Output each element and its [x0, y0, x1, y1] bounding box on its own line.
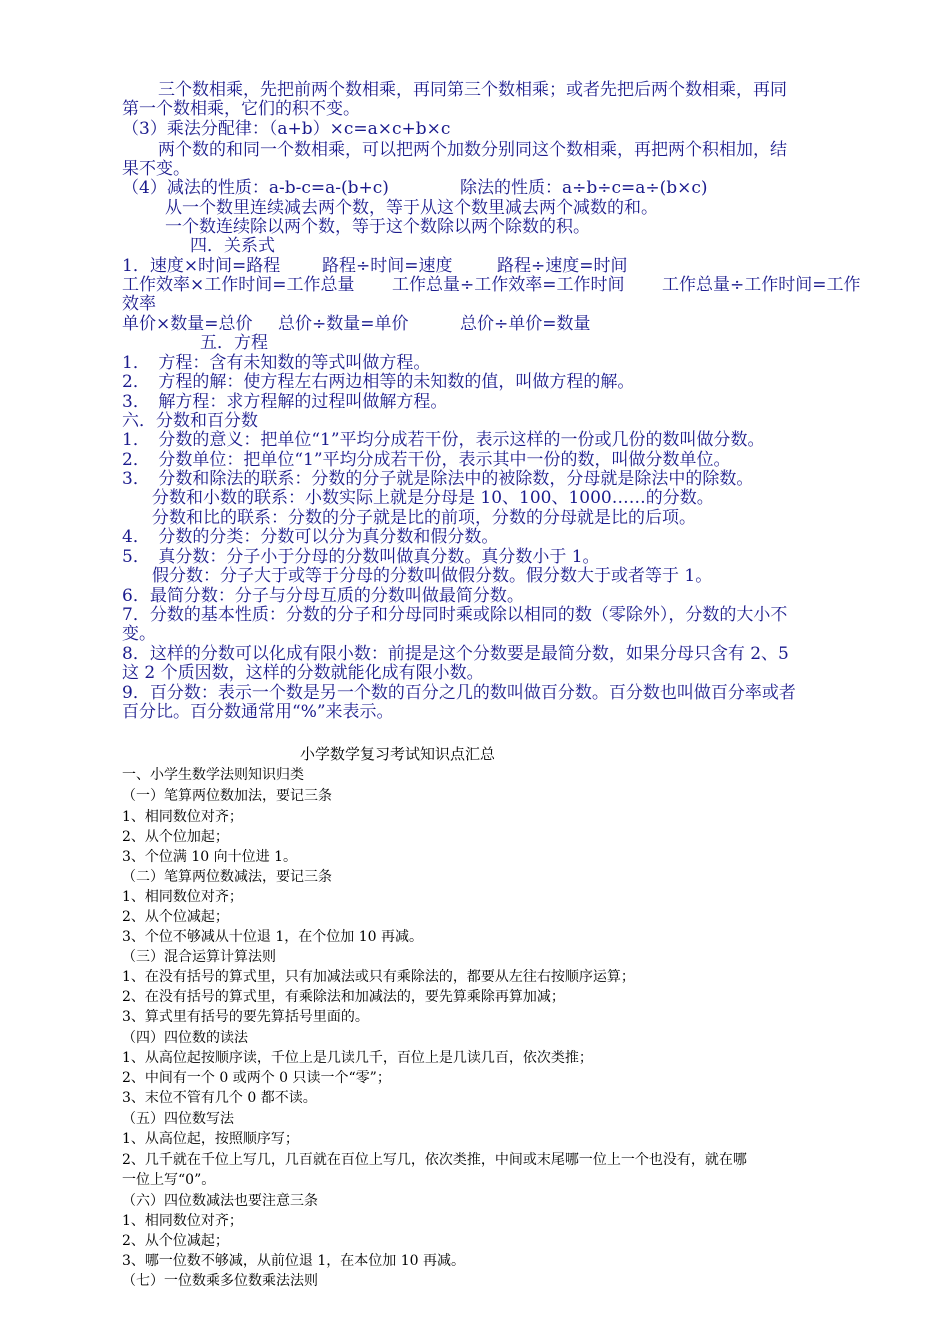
text-line: 从一个数里连续减去两个数，等于从这个数里减去两个减数的和。 — [165, 198, 658, 218]
text-line: 1． 方程：含有未知数的等式叫做方程。 — [122, 353, 431, 373]
text-line: 5． 真分数：分子小于分母的分数叫做真分数。真分数小于 1。 — [122, 547, 600, 567]
text-line: 两个数的和同一个数相乘，可以把两个加数分别同这个数相乘，再把两个积相加，结 — [158, 140, 787, 160]
text-line: 7．分数的基本性质：分数的分子和分母同时乘或除以相同的数（零除外），分数的大小不 — [122, 605, 788, 625]
section-heading: 六．分数和百分数 — [122, 411, 258, 431]
list-item: 1、相同数位对齐； — [122, 809, 243, 825]
text-line: 变。 — [122, 624, 156, 644]
text-line: 这 2 个质因数，这样的分数就能化成有限小数。 — [122, 663, 484, 683]
section-heading: 一、小学生数学法则知识归类 — [122, 767, 304, 783]
list-item: 2、在没有括号的算式里，有乘除法和加减法的，要先算乘除再算加减； — [122, 989, 565, 1005]
text-line: 路程÷时间=速度 — [322, 256, 453, 276]
text-line: 1． 分数的意义：把单位“1”平均分成若干份，表示这样的一份或几份的数叫做分数。 — [122, 430, 765, 450]
list-item: 1、从高位起，按照顺序写； — [122, 1131, 299, 1147]
text-line: 9．百分数：表示一个数是另一个数的百分之几的数叫做百分数。百分数也叫做百分率或者 — [122, 683, 796, 703]
text-line: 单价×数量=总价 — [122, 314, 253, 334]
text-line: 一个数连续除以两个数，等于这个数除以两个除数的积。 — [165, 217, 590, 237]
text-line: 6．最简分数：分子与分母互质的分数叫做最简分数。 — [122, 586, 524, 606]
text-line: 8．这样的分数可以化成有限小数：前提是这个分数要是最简分数，如果分母只含有 2、5 — [122, 644, 789, 664]
list-item: 3、个位不够减从十位退 1，在个位加 10 再减。 — [122, 929, 423, 945]
text-line: 总价÷数量=单价 — [278, 314, 409, 334]
text-line: 2． 分数单位：把单位“1”平均分成若干份，表示其中一份的数，叫做分数单位。 — [122, 450, 731, 470]
list-item: 3、个位满 10 向十位进 1。 — [122, 849, 297, 865]
text-line: 工作效率×工作时间=工作总量 — [122, 275, 355, 295]
text-line: 果不变。 — [122, 159, 190, 179]
list-item: 1、相同数位对齐； — [122, 889, 243, 905]
subsection-heading: （六）四位数减法也要注意三条 — [122, 1193, 318, 1209]
text-line: 2． 方程的解：使方程左右两边相等的未知数的值，叫做方程的解。 — [122, 372, 635, 392]
section-heading: 五．方程 — [200, 333, 268, 353]
subsection-heading: （四）四位数的读法 — [122, 1030, 248, 1046]
text-line: 第一个数相乘，它们的积不变。 — [122, 99, 360, 119]
text-line: 分数和小数的联系：小数实际上就是分母是 10、100、1000……的分数。 — [152, 488, 714, 508]
text-line: 4． 分数的分类：分数可以分为真分数和假分数。 — [122, 527, 499, 547]
subsection-heading: （五）四位数写法 — [122, 1111, 234, 1127]
text-line: 工作总量÷工作效率=工作时间 — [392, 275, 625, 295]
text-line: 分数和比的联系：分数的分子就是比的前项，分数的分母就是比的后项。 — [152, 508, 696, 528]
list-item: 1、相同数位对齐； — [122, 1213, 243, 1229]
subsection-heading: （二）笔算两位数减法，要记三条 — [122, 869, 332, 885]
text-line: 百分比。百分数通常用“%”来表示。 — [122, 702, 394, 722]
text-line: 假分数：分子大于或等于分母的分数叫做假分数。假分数大于或者等于 1。 — [152, 566, 713, 586]
list-item: 2、从个位减起； — [122, 1233, 229, 1249]
list-item: 2、几千就在千位上写几，几百就在百位上写几，依次类推，中间或末尾哪一位上一个也没有，就在哪 — [122, 1152, 747, 1168]
subsection-heading: （三）混合运算计算法则 — [122, 949, 276, 965]
text-line: 3． 分数和除法的联系：分数的分子就是除法中的被除数，分母就是除法中的除数。 — [122, 469, 754, 489]
list-item: 1、在没有括号的算式里，只有加减法或只有乘除法的，都要从左往右按顺序运算； — [122, 969, 635, 985]
text-line: 除法的性质：a÷b÷c=a÷(b×c) — [460, 178, 708, 198]
subsection-heading: （一）笔算两位数加法，要记三条 — [122, 788, 332, 804]
section-heading: 四．关系式 — [190, 236, 275, 256]
list-item: 3、末位不管有几个 0 都不读。 — [122, 1090, 317, 1106]
text-line: （4）减法的性质：a-b-c=a-(b+c) — [122, 178, 389, 198]
text-line: 1．速度×时间=路程 — [122, 256, 281, 276]
text-line: 三个数相乘，先把前两个数相乘，再同第三个数相乘；或者先把后两个数相乘，再同 — [158, 80, 787, 100]
list-item: 2、从个位加起； — [122, 829, 229, 845]
subsection-heading: （七）一位数乘多位数乘法法则 — [122, 1273, 318, 1289]
text-line: （3）乘法分配律：（a+b）×c=a×c+b×c — [122, 119, 451, 139]
text-line: 3． 解方程：求方程解的过程叫做解方程。 — [122, 392, 448, 412]
list-item: 2、从个位减起； — [122, 909, 229, 925]
text-line: 效率 — [122, 294, 156, 314]
text-line: 路程÷速度=时间 — [497, 256, 628, 276]
list-item: 1、从高位起按顺序读，千位上是几读几千，百位上是几读几百，依次类推； — [122, 1050, 593, 1066]
text-line: 工作总量÷工作时间=工作 — [662, 275, 861, 295]
text-line: 总价÷单价=数量 — [460, 314, 591, 334]
list-item: 3、哪一位数不够减，从前位退 1，在本位加 10 再减。 — [122, 1253, 465, 1269]
document-title: 小学数学复习考试知识点汇总 — [300, 745, 496, 763]
list-item: 一位上写“0”。 — [122, 1172, 216, 1188]
list-item: 3、算式里有括号的要先算括号里面的。 — [122, 1009, 369, 1025]
list-item: 2、中间有一个 0 或两个 0 只读一个“零”； — [122, 1070, 391, 1086]
